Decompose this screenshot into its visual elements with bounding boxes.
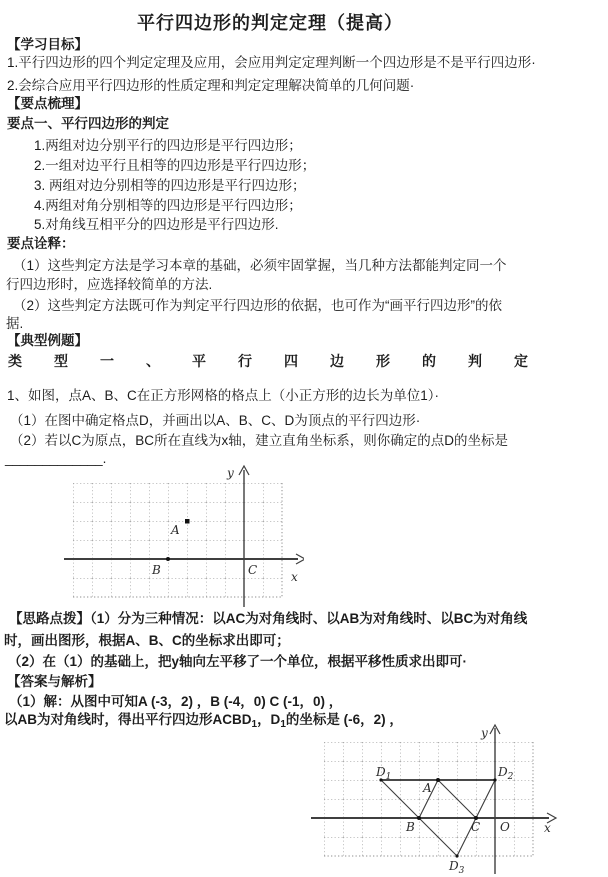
figure-grid-parallelograms [303,722,603,877]
point-b-dot [417,816,421,820]
figure2-origin-label: O [500,820,510,834]
example-type-title: 类型一、平行四边形的判定 [8,353,560,369]
figure1-point-b-label: B [152,563,161,577]
figure2-y-axis-label: y [481,726,488,740]
answer-blank: _____________. [5,451,107,466]
judgement-item-1: 1.两组对边分别平行的四边形是平行四边形； [34,138,302,153]
section-header-answer: 【答案与解析】 [7,674,102,689]
answer-line-2: 以AB为对角线时，得出平行四边形$ACBD_1$，$D_1$的坐标是 (-6，2) ， [4,712,403,730]
judgement-item-5: 5.对角线互相平分的四边形是平行四边形. [34,217,279,232]
judgement-item-4: 4.两组对角分别相等的四边形是平行四边形； [34,198,302,213]
figure-grid-abc [52,462,304,612]
figure1-point-c-label: C [248,563,258,577]
notes-header: 要点诠释： [7,236,75,251]
point-a-dot [185,519,190,524]
figure1-point-a-label: A [171,523,180,537]
figure2-point-c-label: C [471,820,481,834]
point-d3-dot [455,854,458,857]
point-a-dot [436,778,440,782]
point-d2-dot [493,778,496,781]
hints-line-2: 时，画出图形，根据A、B、C的坐标求出即可； [4,633,290,648]
figure2-point-d1-label: $D_1$ [376,765,392,782]
hints-line-1: 【思路点拨】（1）分为三种情况：以AC为对角线时、以AB为对角线时、以BC为对角线 [9,611,528,626]
point-b-dot [166,557,170,561]
problem-part-1: （1）在图中确定格点D，并画出以A、B、C、D为顶点的平行四边形· [10,413,421,428]
figure2-point-a-label: A [423,781,432,795]
hints-line-3: （2）在（1）的基础上，把y轴向左平移了一个单位，根据平移性质求出即可· [8,654,468,669]
section-header-outline: 【要点梳理】 [7,96,88,111]
figure1-grid [73,483,282,597]
outline-point-title: 要点一、平行四边形的判定 [7,116,169,131]
problem-statement: 1、如图，点A、B、C在正方形网格的格点上（小正方形的边长为单位1）· [7,388,440,403]
figure2-point-d2-label: $D_2$ [498,765,514,782]
goal-line-2: 2.会综合应用平行四边形的性质定理和判定定理解决简单的几何问题· [7,78,415,93]
goal-line-1: 1.平行四边形的四个判定定理及应用，会应用判定定理判断一个四边形是不是平行四边形· [7,55,536,70]
problem-part-2: （2）若以C为原点，BC所在直线为x轴，建立直角坐标系，则你确定的点D的坐标是 [10,433,509,448]
figure1-y-axis-label: y [227,466,234,480]
note-1-line-1: （1）这些判定方法是学习本章的基础，必须牢固掌握，当几种方法都能判定同一个 [13,258,507,273]
page-title: 平行四边形的判定定理（提高） [137,13,403,33]
note-2-line-2: 据. [6,316,24,331]
section-header-examples: 【典型例题】 [7,333,88,348]
figure2-point-d3-label: $D_3$ [449,859,465,876]
figure2-point-b-label: B [406,820,415,834]
figure1-x-axis-label: x [291,570,298,584]
section-header-learning-goals: 【学习目标】 [7,37,88,52]
note-1-line-2: 行四边形时，应选择较简单的方法. [6,277,213,292]
note-2-line-1: （2）这些判定方法既可作为判定平行四边形的依据，也可作为“画平行四边形”的依 [13,298,502,313]
judgement-item-2: 2.一组对边平行且相等的四边形是平行四边形； [34,158,316,173]
judgement-item-3: 3. 两组对边分别相等的四边形是平行四边形； [34,178,306,193]
figure2-x-axis-label: x [544,821,551,835]
answer-line-1: （1）解：从图中可知A (-3，2) ，B (-4，0) C (-1，0) ， [9,694,343,709]
